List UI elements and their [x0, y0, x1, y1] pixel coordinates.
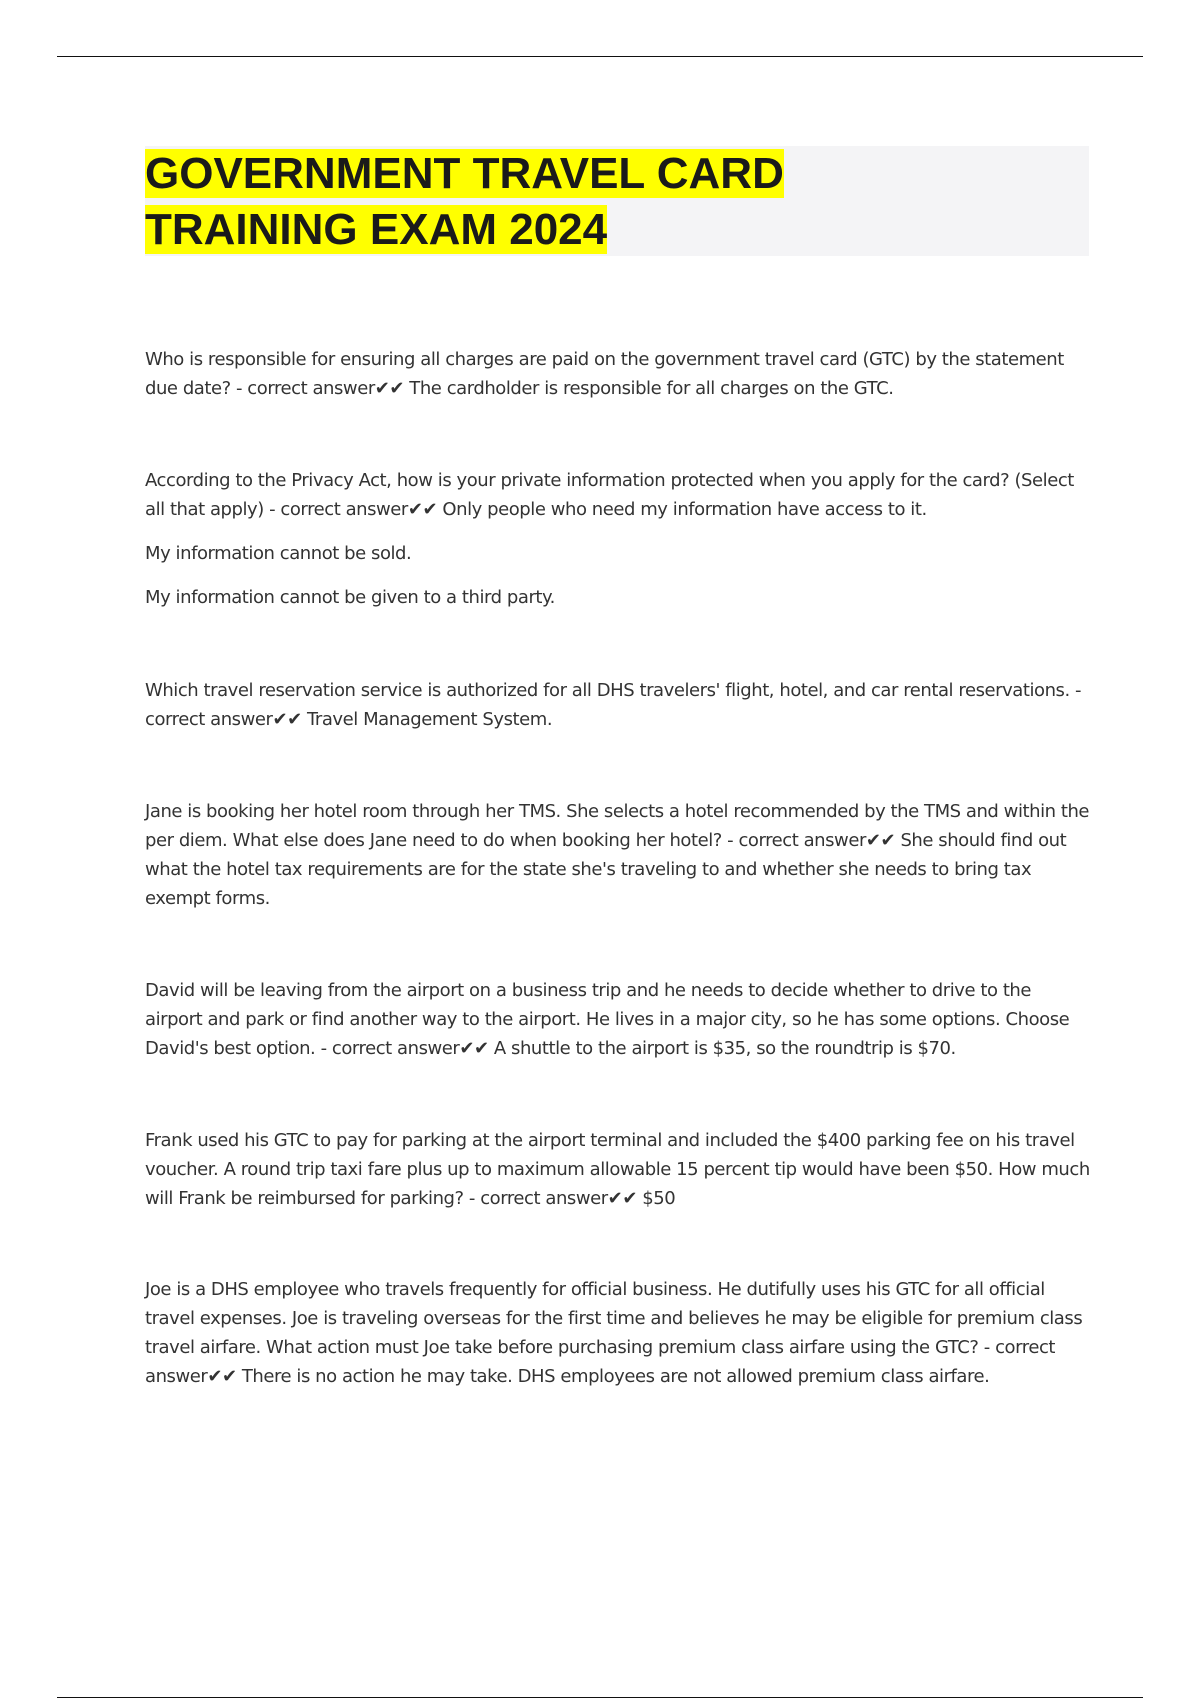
- title-line-1: GOVERNMENT TRAVEL CARD: [145, 149, 784, 198]
- qa-text: Who is responsible for ensuring all charges are paid on the government travel card (GTC) by the statement due date? - correct answer✔✔ The cardholder is responsible for all charges on the GTC.: [145, 349, 1064, 399]
- qa-item-2: [145, 466, 1090, 612]
- title-line-2: TRAINING EXAM 2024: [145, 205, 608, 254]
- header-rule: [57, 56, 1143, 57]
- footer-rule: [57, 1697, 1143, 1698]
- qa-item-6: [145, 1126, 1090, 1213]
- qa-extra-line: My information cannot be given to a third party.: [145, 587, 555, 608]
- qa-text: Which travel reservation service is authorized for all DHS travelers' flight, hotel, and car rental reservations. - correct answer✔✔ Travel Management System.: [145, 680, 1082, 730]
- qa-extra-line: My information cannot be sold.: [145, 543, 412, 564]
- qa-text: David will be leaving from the airport on a business trip and he needs to decide whether to drive to the airport and park or find another way to the airport. He lives in a major city, so he has some options. Choose David's best option. - correct answer✔✔ A shuttle to the airport is $35, so the roundtrip is $70.: [145, 980, 1070, 1059]
- page-title: [145, 146, 1089, 258]
- qa-text: Frank used his GTC to pay for parking at the airport terminal and included the $400 parking fee on his travel voucher. A round trip taxi fare plus up to maximum allowable 15 percent tip would have been $50. How much will Frank be reimbursed for parking? - correct answer✔✔ $50: [145, 1130, 1090, 1209]
- qa-text: Jane is booking her hotel room through her TMS. She selects a hotel recommended by the TMS and within the per diem. What else does Jane need to do when booking her hotel? - correct answer✔✔ She should find out what the hotel tax requirements are for the state she's traveling to and whether she needs to bring tax exempt forms.: [145, 801, 1090, 909]
- qa-text: According to the Privacy Act, how is your private information protected when you apply for the card? (Select all that apply) - correct answer✔✔ Only people who need my information have access to it.: [145, 470, 1074, 520]
- qa-text: Joe is a DHS employee who travels frequently for official business. He dutifully uses his GTC for all official travel expenses. Joe is traveling overseas for the first time and believes he may be eligible for premium class travel airfare. What action must Joe take before purchasing premium class airfare using the GTC? - correct answer✔✔ There is no action he may take. DHS employees are not allowed premium class airfare.: [145, 1279, 1083, 1387]
- qa-item-4: [145, 797, 1090, 913]
- title-block: [145, 146, 1089, 256]
- qa-item-1: [145, 345, 1090, 403]
- qa-item-5: [145, 976, 1090, 1063]
- qa-item-3: [145, 676, 1090, 734]
- qa-item-7: [145, 1275, 1090, 1391]
